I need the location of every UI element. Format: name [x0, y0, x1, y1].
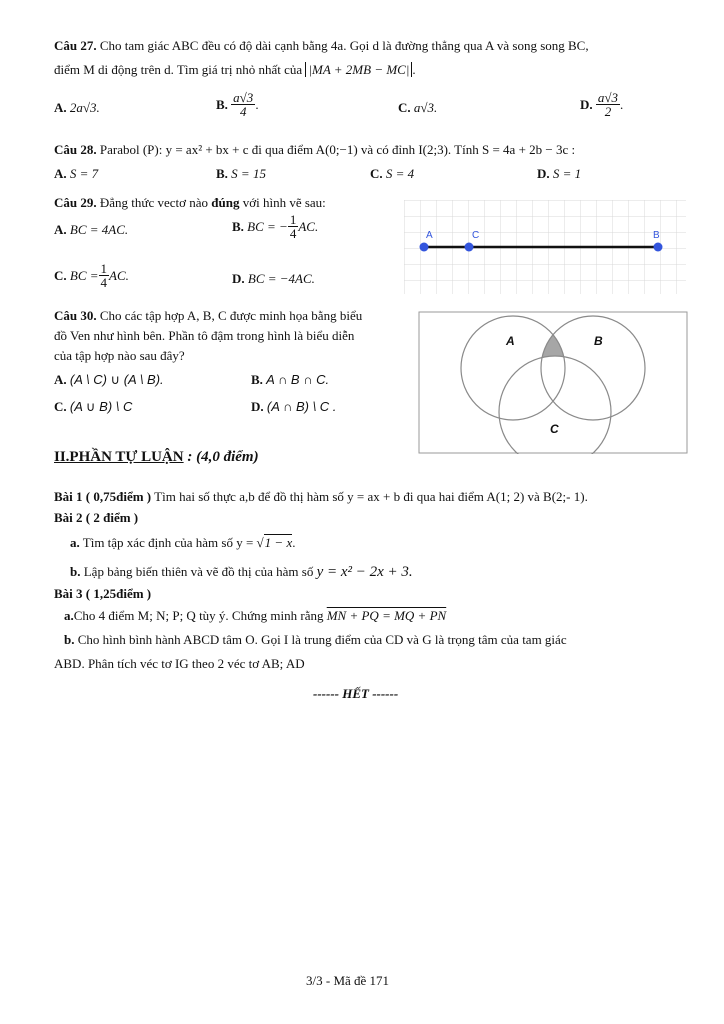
- q27-expr: |MA + 2MB − MC|: [305, 62, 412, 77]
- bai3-a: a.Cho 4 điểm M; N; P; Q tùy ý. Chứng minh rằng MN + PQ = MQ + PN: [64, 608, 447, 623]
- q28-text: Parabol (P): y = ax² + bx + c đi qua điểm A(0;−1) và có đỉnh I(2;3). Tính S = 4a + 2b − 3c :: [99, 142, 576, 157]
- point-b: [654, 243, 663, 252]
- q27-option-c: C. a√3.: [398, 100, 438, 115]
- q30-line1: Câu 30. Cho các tập hợp A, B, C được minh họa bằng biểu: [54, 308, 363, 323]
- part2-title: II.PHẦN TỰ LUẬN: [54, 449, 184, 465]
- label-a: A: [426, 230, 433, 241]
- end-marker: ------ HẾT ------: [313, 686, 399, 701]
- q28-option-d: D. S = 1: [537, 166, 582, 181]
- bai2-label: Bài 2 ( 2 điểm ): [54, 510, 139, 525]
- point-a: [420, 243, 429, 252]
- bai1-label: Bài 1 ( 0,75điểm ): [54, 489, 152, 504]
- q30-option-b: B. A ∩ B ∩ C.: [251, 372, 330, 387]
- q28-line: [54, 142, 575, 158]
- q29-option-a: A. BC = 4AC.: [54, 222, 129, 237]
- q30-option-c: C. (A ∪ B) \ C: [54, 399, 133, 414]
- bai1-line: [54, 489, 588, 505]
- bai1-text: Tìm hai số thực a,b để đồ thị hàm số y = ax + b đi qua hai điểm A(1; 2) và B(2;- 1).: [154, 489, 588, 504]
- q28-label: Câu 28.: [54, 142, 97, 157]
- page-footer: 3/3 - Mã đề 171: [306, 973, 390, 988]
- part2-suffix: : (4,0 điểm): [187, 449, 259, 465]
- q29-option-b: B. BC = − $\frac{1}{4}$ AC.: [232, 212, 319, 241]
- q28-option-a: A. S = 7: [54, 166, 99, 181]
- venn-label-a: A: [506, 334, 515, 348]
- q27-line1: [54, 38, 589, 54]
- venn-label-b: B: [594, 334, 603, 348]
- venn-label-c: C: [550, 422, 559, 436]
- q27-label: Câu 27.: [54, 38, 97, 53]
- label-c: C: [472, 230, 480, 241]
- q28-option-b: B. S = 15: [216, 166, 266, 181]
- q27-text1: Cho tam giác ABC đều có độ dài cạnh bằng 4a. Gọi d là đường thẳng qua A và song song BC,: [99, 38, 589, 53]
- q30-label: Câu 30.: [54, 308, 97, 323]
- venn-diagram: [418, 311, 688, 454]
- bai3-b-line1: b. Cho hình bình hành ABCD tâm O. Gọi I là trung điểm của CD và G là trọng tâm của tam giác: [64, 632, 567, 647]
- q29-line: Câu 29. Đẳng thức vectơ nào đúng với hình vẽ sau:: [54, 195, 326, 210]
- q27-option-b: B. $\frac{a√3}{4}$ .: [216, 90, 259, 119]
- q29-option-d: D. BC = −4AC.: [232, 271, 315, 286]
- q30-line3: của tập hợp nào sau đây?: [54, 348, 185, 363]
- point-c: [465, 243, 474, 252]
- bai2-a: a. Tìm tập xác định của hàm số y = √1 − x.: [70, 535, 296, 550]
- q28-option-c: C. S = 4: [370, 166, 415, 181]
- q27-text2b: .: [412, 62, 416, 77]
- q30-option-d: D. (A ∩ B) \ C .: [251, 399, 337, 414]
- q27-line2: [54, 62, 416, 78]
- q27-option-a: A. 2a√3.: [54, 100, 100, 115]
- q27-option-d: D. $\frac{a√3}{2}$ .: [580, 90, 624, 119]
- bai3-b-line2: ABD. Phân tích véc tơ IG theo 2 véc tơ AB; AD: [54, 656, 305, 671]
- q27-text2a: điểm M di động trên d. Tìm giá trị nhỏ nhất của: [54, 62, 303, 77]
- bai3-label: Bài 3 ( 1,25điểm ): [54, 586, 152, 601]
- q29-figure: [404, 200, 686, 294]
- q30-line2: đồ Ven như hình bên. Phần tô đậm trong hình là biểu diễn: [54, 328, 355, 343]
- q30-option-a: A. (A \ C) ∪ (A \ B).: [54, 372, 164, 387]
- part2-heading: [54, 449, 259, 465]
- q29-option-c: C. BC = $\frac{1}{4}$ AC.: [54, 261, 129, 290]
- bai2-b: b. Lập bảng biến thiên và vẽ đồ thị của hàm số y = x² − 2x + 3.: [70, 564, 413, 580]
- label-b: B: [653, 230, 660, 241]
- q29-label: Câu 29.: [54, 195, 97, 210]
